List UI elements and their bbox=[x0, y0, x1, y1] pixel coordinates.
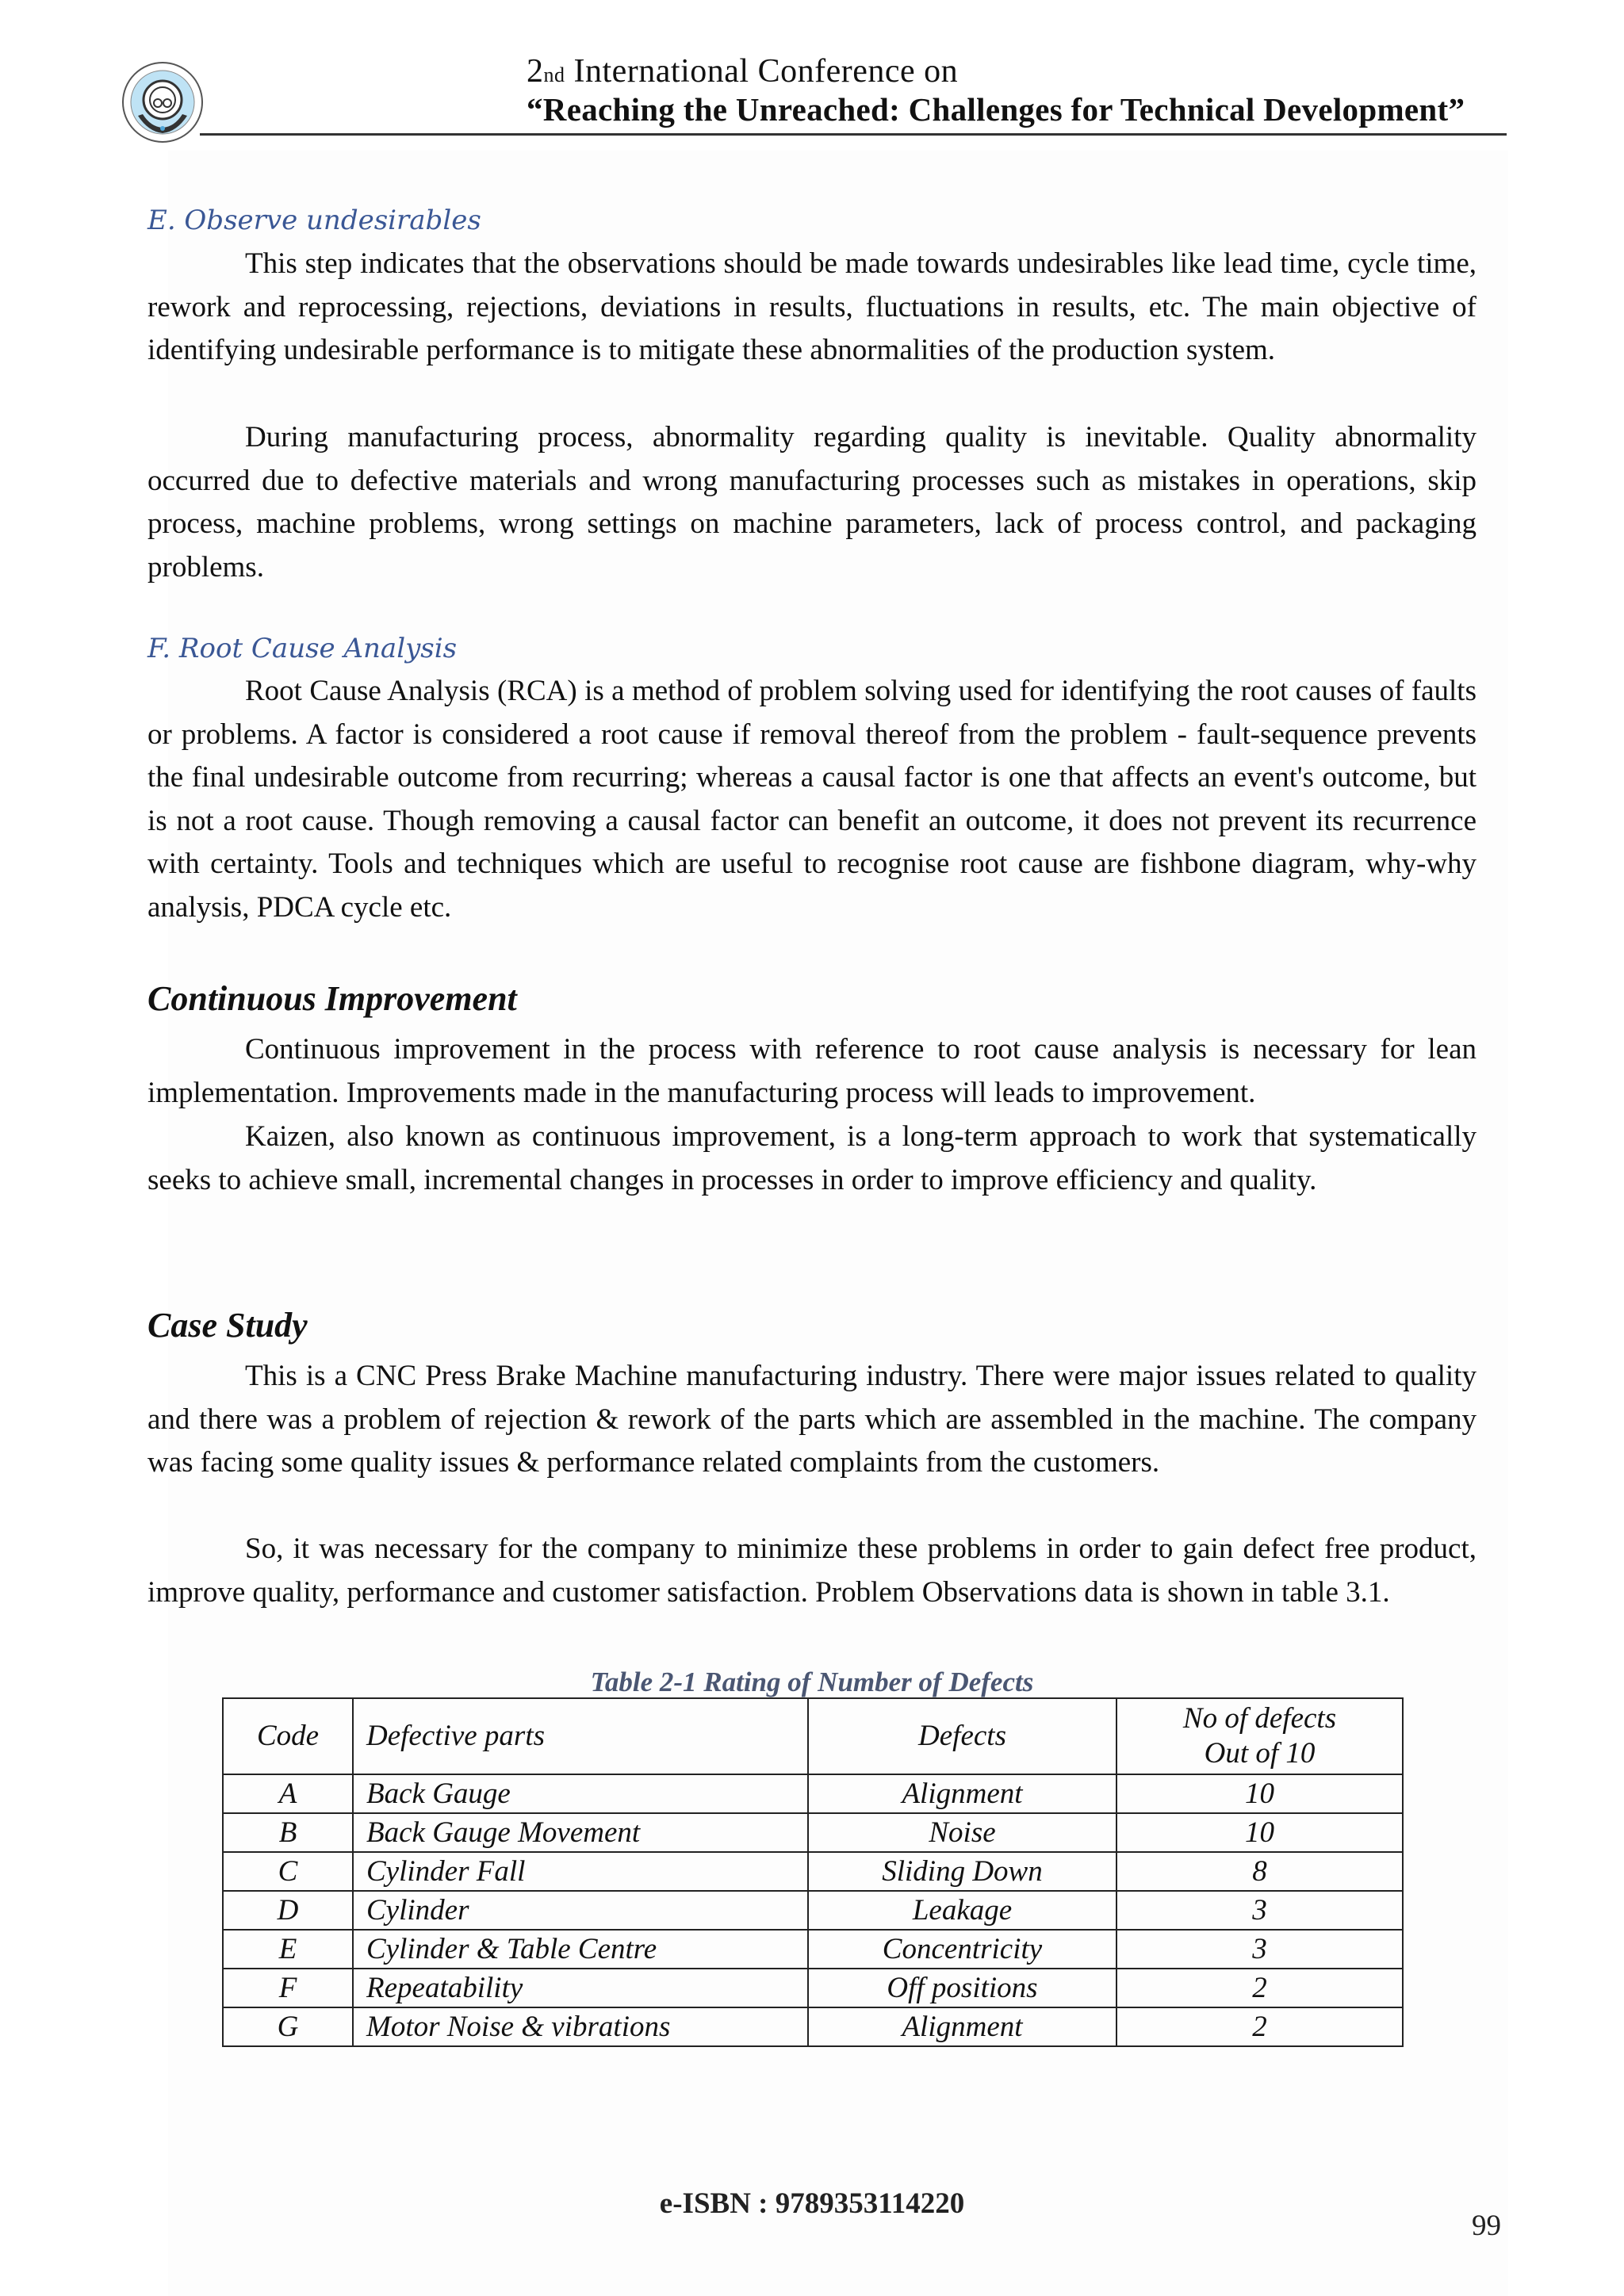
header-divider bbox=[200, 133, 1507, 136]
paragraph-rca: Root Cause Analysis (RCA) is a method of problem solving used for identifying the root causes of faults or problems. A factor is considered a root cause if removal thereof from the problem - fault-sequence prevents the final undesirable outcome from recurring; whereas a causal factor is one that affects an event's outcome, but is not a root cause. Though removing a causal factor can benefit an outcome, it does not prevent its recurrence with certainty. Tools and techniques which are useful to recognise root cause are fishbone diagram, why-why analysis, PDCA cycle etc. bbox=[147, 675, 1477, 924]
cell-defect: Off positions bbox=[808, 1969, 1116, 2007]
header-defects: Defects bbox=[808, 1698, 1116, 1774]
cell-count: 2 bbox=[1116, 1969, 1403, 2007]
cell-code: G bbox=[223, 2007, 353, 2046]
subheading-root-cause-analysis: F. Root Cause Analysis bbox=[147, 633, 458, 664]
paragraph-continuous-1: Continuous improvement in the process with reference to root cause analysis is necessary for lean implementation. Improvements made in the manufacturing process will leads to improvement. bbox=[147, 1033, 1477, 1109]
table-row bbox=[223, 1930, 1403, 1969]
paragraph-observe-2: During manufacturing process, abnormality regarding quality is inevitable. Quality abnormality occurred due to defective materials and wrong manufacturing processes such as mistakes in operations, skip process, machine problems, wrong settings on machine parameters, lack of process control, and packaging problems. bbox=[147, 421, 1477, 584]
table-row bbox=[223, 1891, 1403, 1930]
cell-part: Cylinder & Table Centre bbox=[353, 1930, 808, 1969]
table-row bbox=[223, 1852, 1403, 1891]
cell-part: Repeatability bbox=[353, 1969, 808, 2007]
table-row bbox=[223, 1774, 1403, 1813]
cell-code: C bbox=[223, 1852, 353, 1891]
cell-defect: Alignment bbox=[808, 1774, 1116, 1813]
conference-seal-logo-icon bbox=[121, 60, 205, 144]
cell-code: B bbox=[223, 1813, 353, 1852]
cell-code: A bbox=[223, 1774, 353, 1813]
page-number: 99 bbox=[1472, 2210, 1501, 2242]
cell-count: 8 bbox=[1116, 1852, 1403, 1891]
table-row bbox=[223, 2007, 1403, 2046]
table-header-row bbox=[223, 1698, 1403, 1774]
cell-defect: Leakage bbox=[808, 1891, 1116, 1930]
cell-defect: Noise bbox=[808, 1813, 1116, 1852]
heading-case-study: Case Study bbox=[147, 1306, 308, 1345]
cell-part: Motor Noise & vibrations bbox=[353, 2007, 808, 2046]
cell-defect: Sliding Down bbox=[808, 1852, 1116, 1891]
cell-part: Cylinder bbox=[353, 1891, 808, 1930]
cell-part: Back Gauge bbox=[353, 1774, 808, 1813]
cell-count: 3 bbox=[1116, 1930, 1403, 1969]
cell-code: F bbox=[223, 1969, 353, 2007]
cell-count: 10 bbox=[1116, 1774, 1403, 1813]
table-caption: Table 2-1 Rating of Number of Defects bbox=[590, 1667, 1034, 1697]
header-code: Code bbox=[223, 1698, 353, 1774]
subheading-observe-undesirables: E. Observe undesirables bbox=[147, 205, 481, 236]
paragraph-case-study-1: This is a CNC Press Brake Machine manufacturing industry. There were major issues related to quality and there was a problem of rejection & rework of the parts which are assembled in the machine. The company was facing some quality issues & performance related complaints from the customers. bbox=[147, 1360, 1477, 1479]
heading-continuous-improvement: Continuous Improvement bbox=[147, 979, 517, 1018]
table-row bbox=[223, 1969, 1403, 2007]
conference-edition-title: 2nd International Conference on bbox=[527, 53, 959, 90]
paragraph-observe-1: This step indicates that the observations should be made towards undesirables like lead time, cycle time, rework and reprocessing, rejections, deviations in results, fluctuations in results, etc. The main objective of identifying undesirable performance is to mitigate these abnormalities of the production system. bbox=[147, 247, 1477, 367]
defects-table bbox=[222, 1697, 1404, 2047]
cell-defect: Alignment bbox=[808, 2007, 1116, 2046]
paragraph-continuous-2: Kaizen, also known as continuous improvement, is a long-term approach to work that systematically seeks to achieve small, incremental changes in processes in order to improve efficiency and quality. bbox=[147, 1120, 1477, 1196]
cell-defect: Concentricity bbox=[808, 1930, 1116, 1969]
conference-theme-title: “Reaching the Unreached: Challenges for Technical Development” bbox=[527, 91, 1465, 128]
cell-code: E bbox=[223, 1930, 353, 1969]
cell-count: 2 bbox=[1116, 2007, 1403, 2046]
header-defect-count: No of defects Out of 10 bbox=[1116, 1698, 1403, 1774]
cell-count: 10 bbox=[1116, 1813, 1403, 1852]
cell-code: D bbox=[223, 1891, 353, 1930]
cell-part: Cylinder Fall bbox=[353, 1852, 808, 1891]
cell-count: 3 bbox=[1116, 1891, 1403, 1930]
isbn-footer: e-ISBN : 9789353114220 bbox=[659, 2187, 965, 2220]
paragraph-case-study-2: So, it was necessary for the company to minimize these problems in order to gain defect free product, improve quality, performance and customer satisfaction. Problem Observations data is shown in table 3.1. bbox=[147, 1533, 1477, 1609]
cell-part: Back Gauge Movement bbox=[353, 1813, 808, 1852]
table-row bbox=[223, 1813, 1403, 1852]
header-defective-parts: Defective parts bbox=[353, 1698, 808, 1774]
